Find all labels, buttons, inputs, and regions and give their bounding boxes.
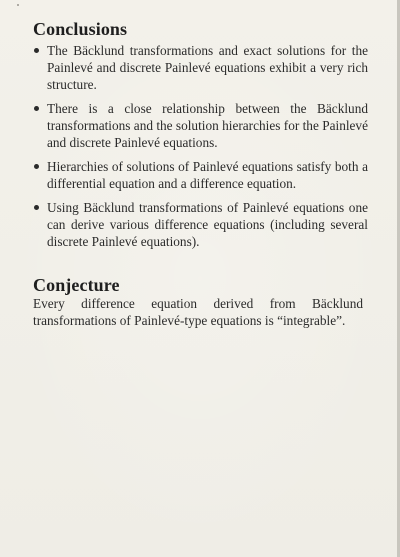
list-item-text: Using Bäcklund transformations of Painlevé equations one can derive various difference equations (including several discrete Painlevé equations). <box>47 200 368 249</box>
list-item-text: The Bäcklund transformations and exact solutions for the Painlevé and discrete Painlevé equations exhibit a very rich structure. <box>47 43 368 92</box>
conclusions-heading: Conclusions <box>33 19 128 39</box>
list-item <box>33 158 368 192</box>
paper-speck <box>17 4 19 6</box>
conjecture-text: Every difference equation derived from Bäcklund transformations of Painlevé-type equations is “integrable”. <box>33 296 363 328</box>
list-item <box>33 42 368 93</box>
conclusions-list <box>33 42 368 257</box>
conjecture-heading: Conjecture <box>33 275 120 295</box>
bullet-icon <box>34 164 39 169</box>
list-item <box>33 199 368 250</box>
bullet-icon <box>34 205 39 210</box>
list-item-text: There is a close relationship between the Bäcklund transformations and the solution hierarchies for the Painlevé and discrete Painlevé equations. <box>47 101 368 150</box>
bullet-icon <box>34 106 39 111</box>
list-item <box>33 100 368 151</box>
bullet-icon <box>34 48 39 53</box>
list-item-text: Hierarchies of solutions of Painlevé equations satisfy both a differential equation and a difference equation. <box>47 159 368 191</box>
